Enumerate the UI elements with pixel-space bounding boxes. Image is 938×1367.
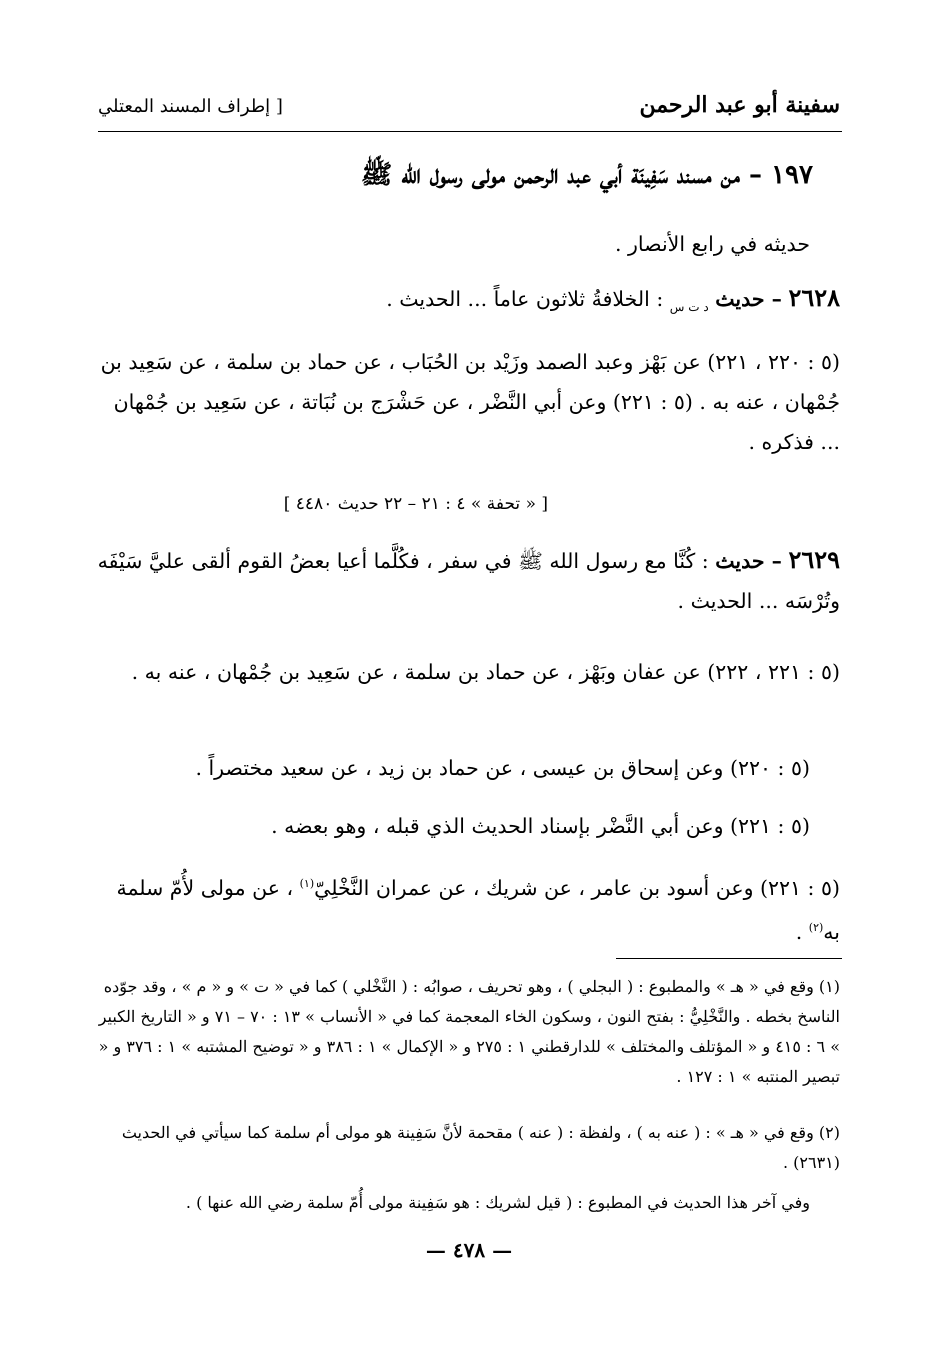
hadith-2629-heading — [96, 540, 840, 621]
footnote-ref-2: (٢) — [808, 920, 824, 934]
hadith-2629-source-2: (٥ : ٢٢٠) وعن إسحاق بن عيسى ، عن حماد بن زيد ، عن سعيد مختصراً . — [195, 756, 810, 780]
page-header — [98, 88, 840, 128]
running-title-right: سفينة أبو عبد الرحمن — [639, 92, 840, 118]
footnote-ref-1: (١) — [299, 877, 315, 890]
source-4-end: . — [795, 919, 803, 944]
hadith-label: – حديث — [715, 549, 782, 573]
hadith-label: – حديث — [715, 287, 782, 311]
hadith-2628-heading — [96, 278, 840, 327]
hadith-2629-source-1: (٥ : ٢٢١ ، ٢٢٢) عن عفان وبَهْز ، عن حماد بن سلمة ، عن سَعِيد بن جُمْهان ، عنه به . — [131, 660, 840, 684]
footnote-text: وقع في « هـ » والمطبوع : ( البجلي ) ، وهو تحريف ، صوابُه : ( النَّخْلي ) كما في « ت » و « م » ، وقد جوّده الناسخ بخطه . والنَّخْلِيُّ : بفتح النون ، وسكون الخاء المعجمة كما في « الأنساب » ١٣ : ٧٠ – ٧١ و « التاريخ الكبير » ٦ : ٤١٥ و « المؤتلف والمختلف » للدارقطني ١ : ٢٧٥ و « الإكمال » ١ : ٣٨٦ و « توضيح المشتبه » ١ : ٣٧٦ و « تبصير المنتبه » ١ : ١٢٧ . — [98, 977, 840, 1086]
chapter-number: ١٩٧ — [771, 160, 813, 190]
source-4-text: (٥ : ٢٢١) وعن أسود بن عامر ، عن شريك ، عن عمران النَّخْلِيّ — [314, 875, 840, 900]
hadith-2629-source-4 — [96, 864, 840, 952]
footnote-2-extra: وفي آخر هذا الحديث في المطبوع : ( قيل لشريك : هو سَفِينة مولى أُمّ سلمة رضي الله عنها ) . — [185, 1193, 810, 1212]
footnote-marker: (٢) — [818, 1123, 840, 1142]
intro-line: حديثه في رابع الأنصار . — [614, 232, 810, 256]
footnote-divider — [616, 958, 842, 959]
header-divider — [98, 131, 842, 132]
footnote-marker: (١) — [818, 977, 840, 996]
tuhfa-reference: [ « تحفة » ٤ : ٢١ – ٢٢ حديث ٤٤٨٠ ] — [283, 494, 548, 514]
hadith-sigla: د ت س — [669, 300, 709, 315]
source-4-continuation: ، عن مولى لأُمّ سلمة به — [116, 875, 840, 944]
hadith-text: : كُنَّا مع رسول الله ﷺ في سفر ، فكُلَّما أعيا بعضُ القوم ألقى عليَّ سَيْفَه وتُرْسَه ... الحديث . — [97, 549, 840, 613]
chapter-heading — [113, 158, 813, 196]
page-number: — ٤٧٨ — — [425, 1238, 513, 1262]
footnote-1 — [96, 972, 840, 1092]
hadith-number: ٢٦٢٩ — [788, 545, 840, 574]
hadith-number: ٢٦٢٨ — [788, 283, 840, 312]
hadith-2628-sources: (٥ : ٢٢٠ ، ٢٢١) عن بَهْز وعبد الصمد وزَيْد بن الحُبَاب ، عن حماد بن سلمة ، عن سَعِيد بن جُمْهان ، عنه به . (٥ : ٢٢١) وعن أبي النَّضْر ، عن حَشْرَج بن نُبَاتة ، عن سَعِيد بن جُمْهان ... فذكره . — [100, 350, 840, 454]
footnote-text: وقع في « هـ » : ( عنه به ) ، ولفظة : ( عنه ) مقحمة لأنَّ سَفِينة هو مولى أم سلمة كما سيأتي في الحديث (٢٦٣١) . — [121, 1123, 840, 1172]
footnote-2 — [96, 1118, 840, 1178]
hadith-text: : الخلافةُ ثلاثون عاماً ... الحديث . — [386, 287, 664, 311]
running-title-left: [ إطراف المسند المعتلي — [98, 96, 283, 117]
chapter-title: – من مسند سَفِينَة أبي عبد الرحمن مولى رسول الله ﷺ — [360, 160, 763, 190]
hadith-2629-source-3: (٥ : ٢٢١) وعن أبي النَّضْر بإسناد الحديث الذي قبله ، وهو بعضه . — [271, 814, 810, 838]
